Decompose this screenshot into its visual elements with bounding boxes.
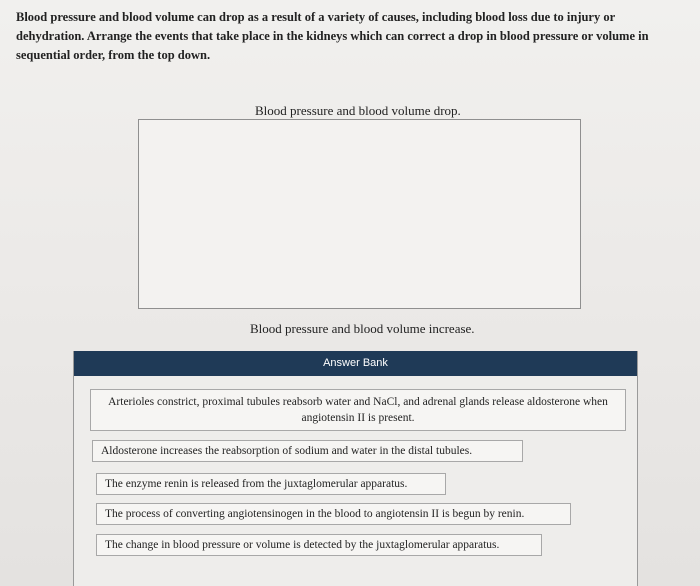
answer-bank [73, 351, 638, 586]
answer-card-renin-released[interactable]: The enzyme renin is released from the juxtaglomerular apparatus. [96, 473, 446, 495]
sequence-end-label: Blood pressure and blood volume increase. [250, 321, 475, 336]
answer-card-change-detected[interactable]: The change in blood pressure or volume is detected by the juxtaglomerular apparatus. [96, 534, 542, 556]
question-text: Blood pressure and blood volume can drop as a result of a variety of causes, including blood loss due to injury or dehydration. Arrange the events that take place in the kidneys which can correct a drop in blood pressure or volume in sequential order, from the top down. [16, 10, 649, 62]
answer-bank-title: Answer Bank [74, 351, 637, 376]
answer-card-aldosterone-reabsorption[interactable]: Aldosterone increases the reabsorption of sodium and water in the distal tubules. [92, 440, 523, 462]
sequence-drop-zone[interactable] [138, 119, 581, 309]
answer-card-arterioles-constrict[interactable]: Arterioles constrict, proximal tubules reabsorb water and NaCl, and adrenal glands release aldosterone when angiotensin II is present. [90, 389, 626, 431]
answer-card-angiotensinogen-conversion[interactable]: The process of converting angiotensinogen in the blood to angiotensin II is begun by renin. [96, 503, 571, 525]
sequence-start-label: Blood pressure and blood volume drop. [255, 103, 461, 118]
